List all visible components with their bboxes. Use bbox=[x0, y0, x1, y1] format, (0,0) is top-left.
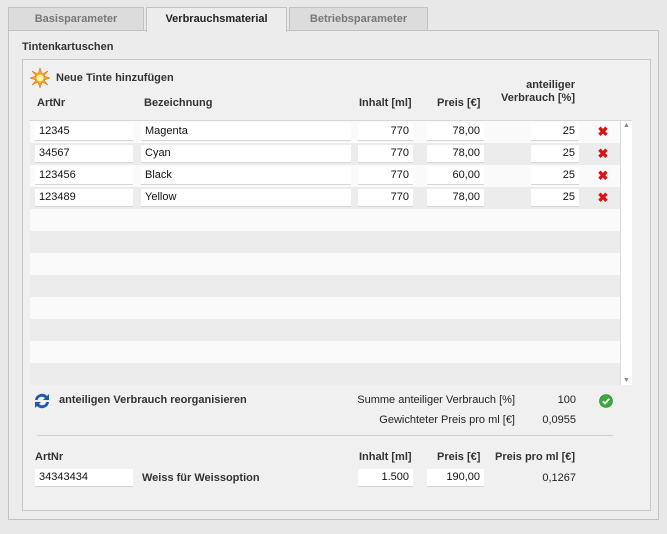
empty-row bbox=[30, 275, 620, 297]
inhalt-field[interactable]: 770 bbox=[358, 167, 413, 185]
ink-cartridges-box bbox=[22, 59, 651, 511]
bezeichnung-field[interactable]: Yellow bbox=[141, 189, 351, 207]
tab-panel bbox=[8, 30, 659, 520]
white-preis-pro-ml: 0,1267 bbox=[542, 472, 576, 484]
preis-field[interactable]: 78,00 bbox=[427, 189, 484, 207]
col-header-preis: Preis [€] bbox=[437, 97, 481, 109]
artnr-field[interactable]: 123456 bbox=[35, 167, 133, 185]
inhalt-field[interactable]: 770 bbox=[358, 145, 413, 163]
artnr-field[interactable]: 34567 bbox=[35, 145, 133, 163]
verbrauch-field[interactable]: 25 bbox=[531, 167, 579, 185]
delete-icon[interactable]: ✖ bbox=[597, 124, 609, 139]
delete-icon[interactable]: ✖ bbox=[597, 190, 609, 205]
empty-row bbox=[30, 319, 620, 341]
empty-row bbox=[30, 231, 620, 253]
white-inhalt-field[interactable]: 1.500 bbox=[358, 469, 413, 487]
preis-field[interactable]: 78,00 bbox=[427, 123, 484, 141]
check-icon bbox=[599, 394, 613, 408]
col-header-verbrauch bbox=[499, 79, 575, 105]
table-row bbox=[30, 165, 620, 187]
vertical-scrollbar[interactable] bbox=[620, 121, 632, 385]
bezeichnung-field[interactable]: Cyan bbox=[141, 145, 351, 163]
white-header-preis-pro-ml: Preis pro ml [€] bbox=[495, 451, 576, 463]
col-header-bezeichnung: Bezeichnung bbox=[144, 97, 213, 109]
verbrauch-field[interactable]: 25 bbox=[531, 123, 579, 141]
empty-row bbox=[30, 363, 620, 385]
scroll-down-icon[interactable]: ▼ bbox=[623, 377, 630, 384]
delete-icon[interactable]: ✖ bbox=[597, 146, 609, 161]
sum-label: Summe anteiliger Verbrauch [%] bbox=[357, 394, 515, 406]
empty-row bbox=[30, 341, 620, 363]
verbrauch-field[interactable]: 25 bbox=[531, 189, 579, 207]
weighted-price-label: Gewichteter Preis pro ml [€] bbox=[379, 414, 515, 426]
empty-row bbox=[30, 297, 620, 319]
artnr-field[interactable]: 123489 bbox=[35, 189, 133, 207]
white-header-inhalt: Inhalt [ml] bbox=[359, 451, 412, 463]
white-preis-field[interactable]: 190,00 bbox=[427, 469, 484, 487]
ink-list bbox=[30, 120, 632, 384]
section-title: Tintenkartuschen bbox=[22, 41, 114, 53]
tab-basisparameter[interactable]: Basisparameter bbox=[8, 7, 144, 30]
delete-icon[interactable]: ✖ bbox=[597, 168, 609, 183]
burst-icon bbox=[30, 68, 50, 88]
tab-betriebsparameter[interactable]: Betriebsparameter bbox=[289, 7, 428, 30]
weighted-price-value: 0,0955 bbox=[542, 414, 576, 426]
inhalt-field[interactable]: 770 bbox=[358, 123, 413, 141]
table-row bbox=[30, 187, 620, 209]
col-header-verbrauch-line1: anteiliger bbox=[526, 79, 575, 91]
white-artnr-field[interactable]: 34343434 bbox=[35, 469, 133, 487]
white-header-preis: Preis [€] bbox=[437, 451, 481, 463]
divider bbox=[37, 435, 613, 436]
table-row bbox=[30, 121, 620, 143]
add-ink-button[interactable] bbox=[30, 68, 50, 88]
reorganize-label[interactable]: anteiligen Verbrauch reorganisieren bbox=[59, 394, 247, 406]
empty-row bbox=[30, 209, 620, 231]
col-header-artnr: ArtNr bbox=[37, 97, 66, 109]
col-header-inhalt: Inhalt [ml] bbox=[359, 97, 412, 109]
table-row bbox=[30, 143, 620, 165]
artnr-field[interactable]: 12345 bbox=[35, 123, 133, 141]
bezeichnung-field[interactable]: Magenta bbox=[141, 123, 351, 141]
bezeichnung-field[interactable]: Black bbox=[141, 167, 351, 185]
empty-row bbox=[30, 253, 620, 275]
sum-value: 100 bbox=[557, 394, 576, 406]
scroll-up-icon[interactable]: ▲ bbox=[623, 122, 630, 129]
tab-verbrauchsmaterial[interactable]: Verbrauchsmaterial bbox=[146, 7, 287, 32]
white-bezeichnung: Weiss für Weissoption bbox=[142, 472, 260, 484]
white-header-artnr: ArtNr bbox=[35, 451, 64, 463]
sync-icon bbox=[32, 391, 52, 411]
preis-field[interactable]: 78,00 bbox=[427, 145, 484, 163]
preis-field[interactable]: 60,00 bbox=[427, 167, 484, 185]
add-ink-label[interactable]: Neue Tinte hinzufügen bbox=[56, 72, 174, 84]
reorganize-button[interactable] bbox=[32, 391, 52, 411]
col-header-verbrauch-line2: Verbrauch [%] bbox=[501, 92, 575, 104]
verbrauch-field[interactable]: 25 bbox=[531, 145, 579, 163]
inhalt-field[interactable]: 770 bbox=[358, 189, 413, 207]
